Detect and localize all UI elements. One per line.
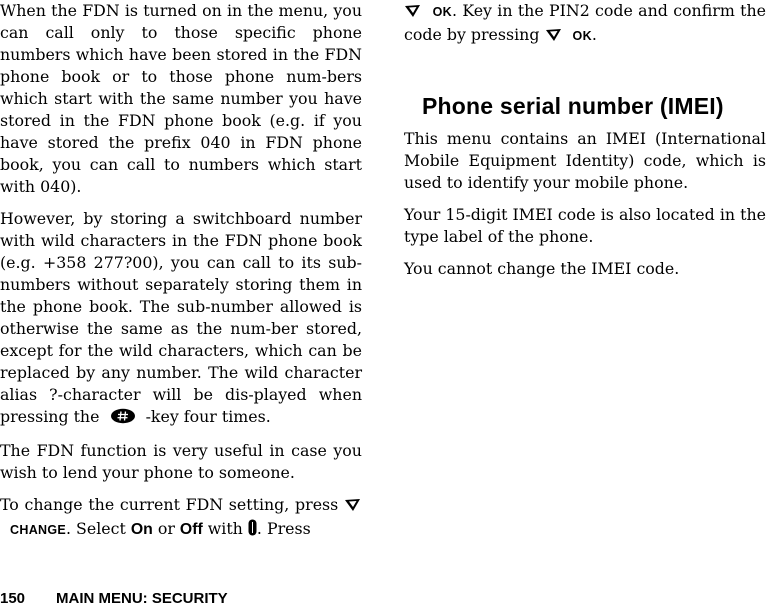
fdn-paragraph-2: [0, 208, 362, 430]
fdn-paragraph-2-text: However, by storing a switchboard number with wild characters in the FDN phone book (e.g. +358 277?00), you can call to its sub-numbers without separately storing them in the phone book. The sub-number allowed is otherwise the same as the num-ber stored, except for the wild characters, which can be replaced by any number. The wild character alias ?-character will be dis-played when pressing the: [0, 209, 362, 426]
fdn-change-instruction: To change the current FDN setting, press: [0, 495, 339, 514]
or-text: or: [157, 519, 175, 538]
page-footer: [0, 590, 228, 608]
fdn-paragraph-2-end: -key four times.: [145, 407, 271, 426]
left-column: [0, 0, 362, 552]
option-off: Off: [179, 521, 203, 538]
press-text: . Press: [256, 519, 311, 538]
right-column: [404, 0, 766, 290]
pin2-instruction: [404, 0, 766, 48]
scroll-key-icon: [248, 519, 257, 542]
imei-paragraph-2: Your 15-digit IMEI code is also located in the type label of the phone.: [404, 205, 766, 246]
ok-softkey-label-2: OK: [572, 29, 592, 43]
page-number: 150: [0, 590, 26, 607]
ok-softkey-label: OK: [432, 5, 452, 19]
hash-key-icon: [110, 408, 136, 430]
imei-heading: Phone serial number (IMEI): [422, 93, 724, 119]
option-on: On: [130, 521, 153, 538]
pin2-text: . Key in the PIN2 code and confirm the code by pressing: [404, 1, 766, 44]
fdn-paragraph-4: [0, 494, 362, 542]
fdn-paragraph-1: When the FDN is turned on in the menu, you can call only to those specific phone numbers which have been stored in the FDN phone book or to those phone num-bers which start with the same number you have stored in the FDN phone book (e.g. if you have stored the prefix 040 in FDN phone book, you can call to numbers which start with 040).: [0, 1, 362, 196]
softkey-icon: [545, 26, 563, 48]
imei-paragraph-3: You cannot change the IMEI code.: [404, 259, 680, 278]
pin2-end: .: [591, 25, 597, 44]
softkey-icon: [404, 2, 422, 24]
imei-paragraph-1: This menu contains an IMEI (International Mobile Equipment Identity) code, which is used to identify your mobile phone.: [404, 129, 766, 192]
section-title: MAIN MENU: SECURITY: [56, 590, 228, 607]
fdn-paragraph-3: The FDN function is very useful in case you wish to lend your phone to someone.: [0, 441, 362, 482]
with-text: with: [207, 519, 243, 538]
select-text: . Select: [66, 519, 126, 538]
softkey-icon: [344, 496, 362, 518]
change-softkey-label: CHANGE: [10, 523, 67, 537]
